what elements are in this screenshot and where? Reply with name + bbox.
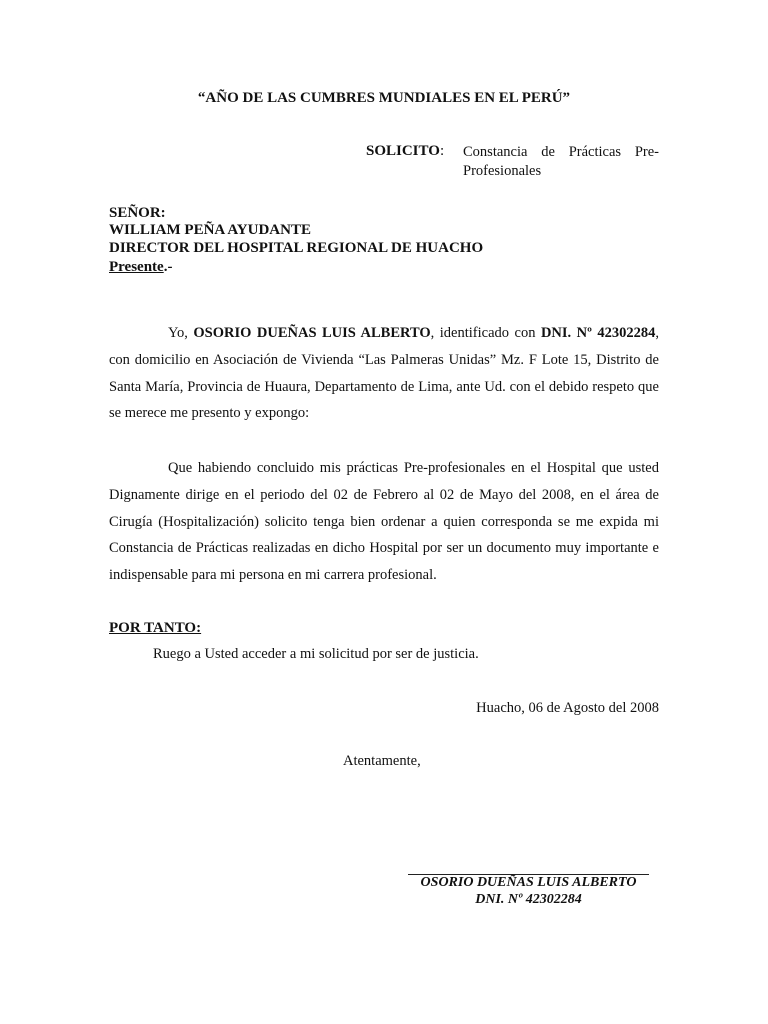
p1-rest: , con domicilio en Asociación de Vivienda “Las Palmeras Unidas” Mz. F Lote 15, Distrito de Santa María, Provincia de Huaura, Departamento de Lima, ante Ud. con el debido respeto que se merece me presento y expongo:: [109, 325, 659, 422]
subject-label: [366, 143, 444, 160]
p1-dni: DNI. Nº 42302284: [540, 325, 656, 341]
subject-text: Constancia de Prácticas Pre-Profesionales: [463, 144, 659, 179]
subject-label-colon: :: [439, 143, 445, 159]
addressee-name: WILLIAM PEÑA AYUDANTE: [109, 222, 311, 238]
p1-identificado: , identificado con: [430, 325, 541, 341]
place-date: Huacho, 06 de Agosto del 2008: [476, 700, 659, 716]
presente-suffix: .-: [163, 259, 173, 275]
closing-atentamente: Atentamente,: [343, 753, 421, 769]
year-motto: “AÑO DE LAS CUMBRES MUNDIALES EN EL PERÚ”: [197, 90, 571, 106]
subject-label-text: SOLICITO: [366, 143, 440, 159]
presente-word: Presente: [109, 259, 164, 275]
body-paragraph-2: [109, 455, 659, 589]
addressee-position: DIRECTOR DEL HOSPITAL REGIONAL DE HUACHO: [109, 240, 484, 256]
request-line: Ruego a Usted acceder a mi solicitud por ser de justicia.: [153, 646, 479, 662]
por-tanto-heading: POR TANTO:: [109, 620, 202, 636]
signature-name: OSORIO DUEÑAS LUIS ALBERTO: [420, 875, 637, 890]
body-paragraph-1: [109, 320, 659, 427]
signature-dni: DNI. Nº 42302284: [475, 892, 582, 907]
p1-applicant-name: OSORIO DUEÑAS LUIS ALBERTO: [193, 325, 431, 341]
p1-yo: Yo,: [168, 325, 194, 341]
presente: [109, 259, 172, 276]
p2-text: Que habiendo concluido mis prácticas Pre-profesionales en el Hospital que usted Dignamente dirige en el periodo del 02 de Febrero al 02 de Mayo del 2008, en el área de Cirugía (Hospitalización) solicito tenga bien ordenar a quien corresponda se me expida mi Constancia de Prácticas realizadas en dicho Hospital por ser un documento muy importante e indispensable para mi persona en mi carrera profesional.: [109, 460, 659, 584]
salutation: SEÑOR:: [109, 205, 166, 221]
